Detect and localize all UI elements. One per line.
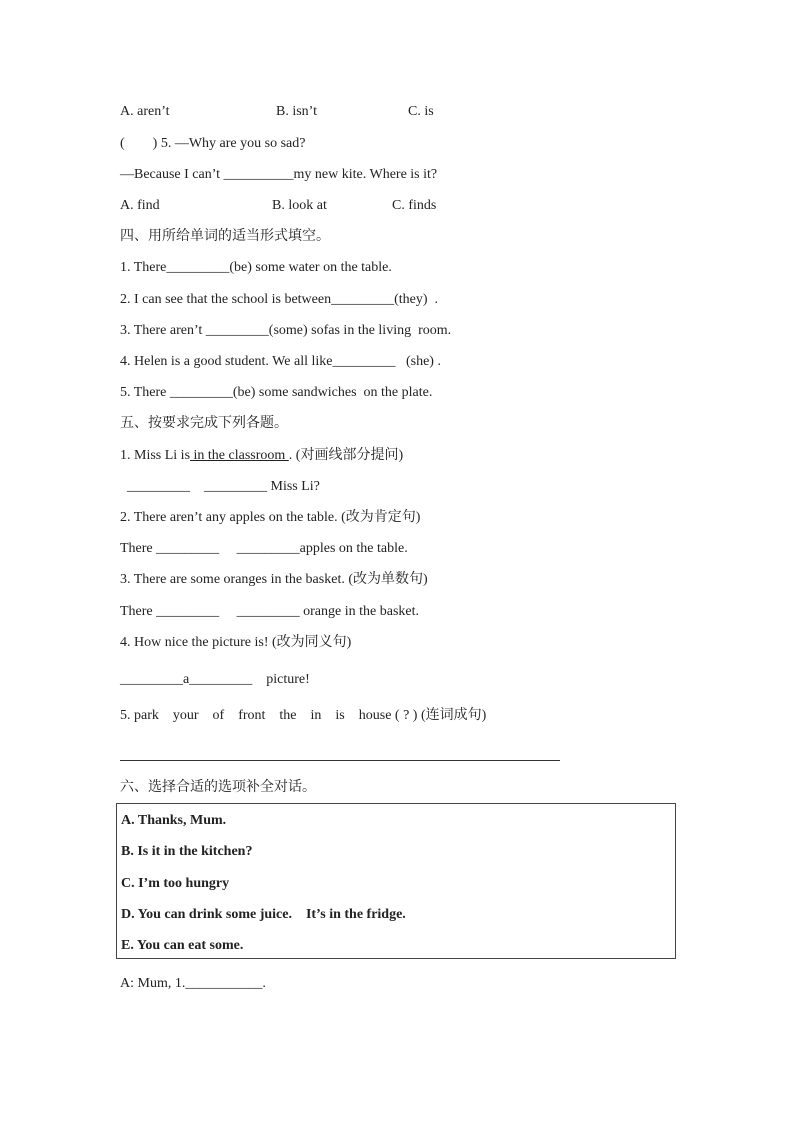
- section5-q3: 3. There are some oranges in the basket. (改为单数句): [120, 572, 428, 587]
- q1-underlined-phrase: in the classroom: [190, 448, 289, 463]
- q5-answer: —Because I can’t __________my new kite. Where is it?: [120, 167, 438, 182]
- section5-q4-answer: _________a_________ picture!: [120, 672, 310, 687]
- option-d: D. You can drink some juice. It’s in the fridge.: [121, 907, 406, 922]
- option-c: C. I’m too hungry: [121, 876, 230, 891]
- q5-stem: ( ) 5. —Why are you so sad?: [120, 136, 306, 151]
- q4-option-b: B. isn’t: [276, 104, 317, 119]
- section5-heading: 五、按要求完成下列各题。: [120, 415, 288, 431]
- section4-item-3: 3. There aren’t _________(some) sofas in the living room.: [120, 323, 452, 338]
- section5-q2: 2. There aren’t any apples on the table. (改为肯定句): [120, 510, 421, 525]
- section4-heading: 四、用所给单词的适当形式填空。: [120, 228, 330, 244]
- options-box: [116, 803, 676, 959]
- dialog-line-1: A: Mum, 1.___________.: [120, 976, 266, 991]
- option-a: A. Thanks, Mum.: [121, 813, 227, 828]
- section5-q1-answer: _________ _________ Miss Li?: [120, 479, 320, 494]
- q5-option-a: A. find: [120, 198, 160, 213]
- q1-prefix: 1. Miss Li is: [120, 448, 191, 463]
- option-e: E. You can eat some.: [121, 938, 244, 953]
- section4-item-1: 1. There_________(be) some water on the table.: [120, 260, 392, 275]
- q5-option-b: B. look at: [272, 198, 327, 213]
- answer-blank-line: [120, 760, 560, 761]
- section5-q5: 5. park your of front the in is house ( ? ) (连词成句): [120, 708, 487, 723]
- section4-item-5: 5. There _________(be) some sandwiches on the plate.: [120, 385, 433, 400]
- section5-q2-answer: There _________ _________apples on the table.: [120, 541, 408, 556]
- section6-heading: 六、选择合适的选项补全对话。: [120, 779, 316, 795]
- section5-q3-answer: There _________ _________ orange in the basket.: [120, 604, 419, 619]
- section5-q4: 4. How nice the picture is! (改为同义句): [120, 635, 352, 650]
- section5-q1: [120, 447, 403, 465]
- q4-option-a: A. aren’t: [120, 104, 170, 119]
- q5-option-c: C. finds: [392, 198, 437, 213]
- option-b: B. Is it in the kitchen?: [121, 844, 253, 859]
- section4-item-4: 4. Helen is a good student. We all like_________ (she) .: [120, 354, 441, 369]
- q1-instruction: . (对画线部分提问): [288, 448, 404, 463]
- section4-item-2: 2. I can see that the school is between_________(they) .: [120, 292, 439, 307]
- q4-option-c: C. is: [408, 104, 434, 119]
